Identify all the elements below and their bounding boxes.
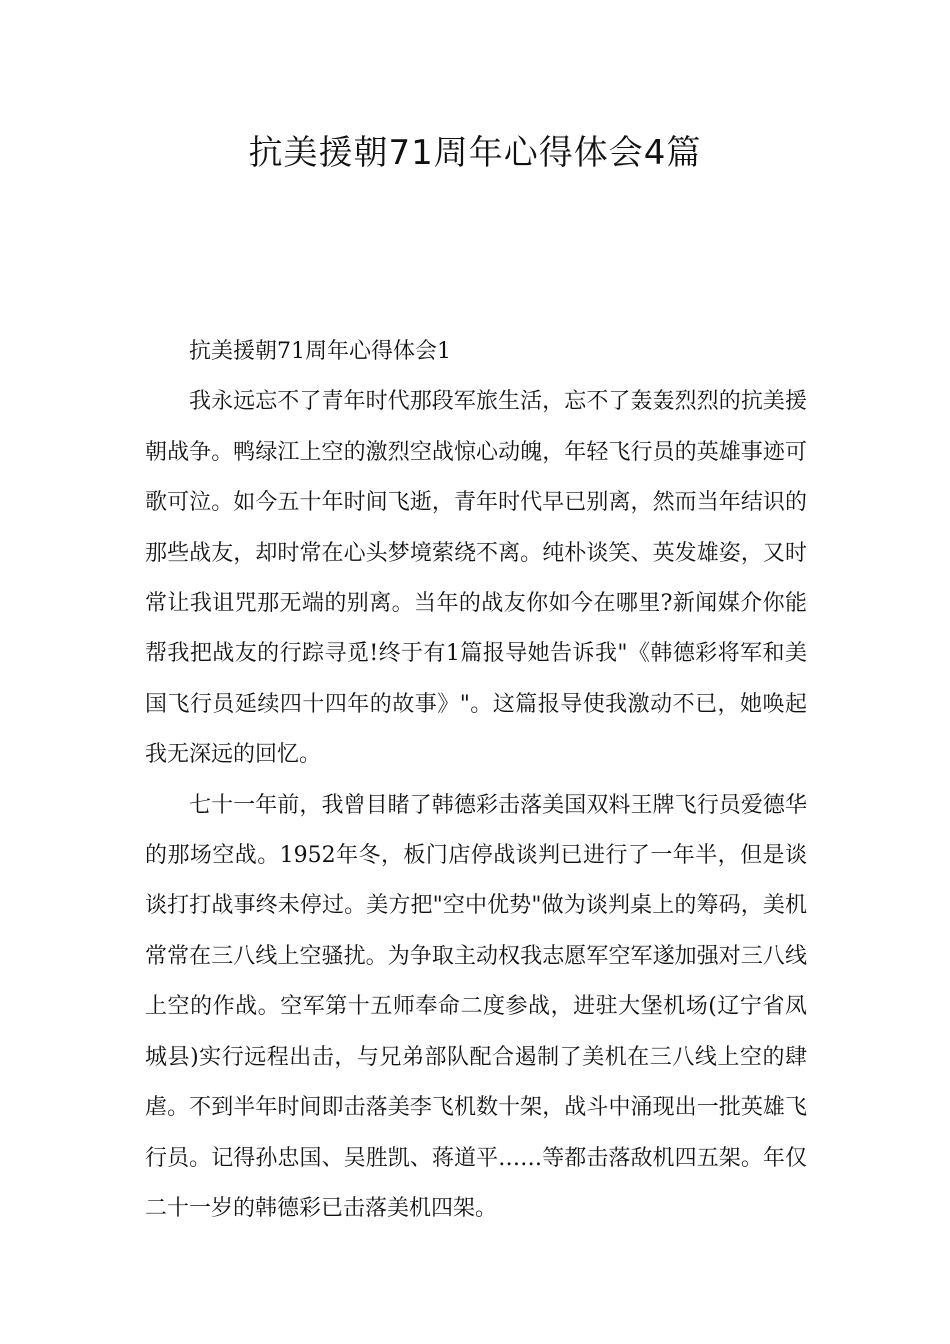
document-title: 抗美援朝71周年心得体会4篇 <box>248 133 702 173</box>
document-body <box>145 327 807 1234</box>
paragraph: 我永远忘不了青年时代那段军旅生活，忘不了轰轰烈烈的抗美援朝战争。鸭绿江上空的激烈空战惊心动魄，年轻飞行员的英雄事迹可歌可泣。如今五十年时间飞逝，青年时代早已别离，然而当年结识的那些战友，却时常在心头梦境萦绕不离。纯朴谈笑、英发雄姿，又时常让我诅咒那无端的别离。当年的战友你如今在哪里?新闻媒介你能帮我把战友的行踪寻觅!终于有1篇报导她告诉我"《韩德彩将军和美国飞行员延续四十四年的故事》"。这篇报导使我激动不已，她唤起我无深远的回忆。 <box>145 389 807 768</box>
paragraph: 七十一年前，我曾目睹了韩德彩击落美国双料王牌飞行员爱德华的那场空战。1952年冬，板门店停战谈判已进行了一年半，但是谈谈打打战事终未停过。美方把"空中优势"做为谈判桌上的筹码，美机常常在三八线上空骚扰。为争取主动权我志愿军空军遂加强对三八线上空的作战。空军第十五师奉命二度参战，进驻大堡机场(辽宁省凤城县)实行远程出击，与兄弟部队配合遏制了美机在三八线上空的肆虐。不到半年时间即击落美李飞机数十架，战斗中涌现出一批英雄飞行员。记得孙忠国、吴胜凯、蒋道平……等都击落敌机四五架。年仅二十一岁的韩德彩已击落美机四架。 <box>145 792 807 1221</box>
section-heading: 抗美援朝71周年心得体会1 <box>189 339 451 364</box>
